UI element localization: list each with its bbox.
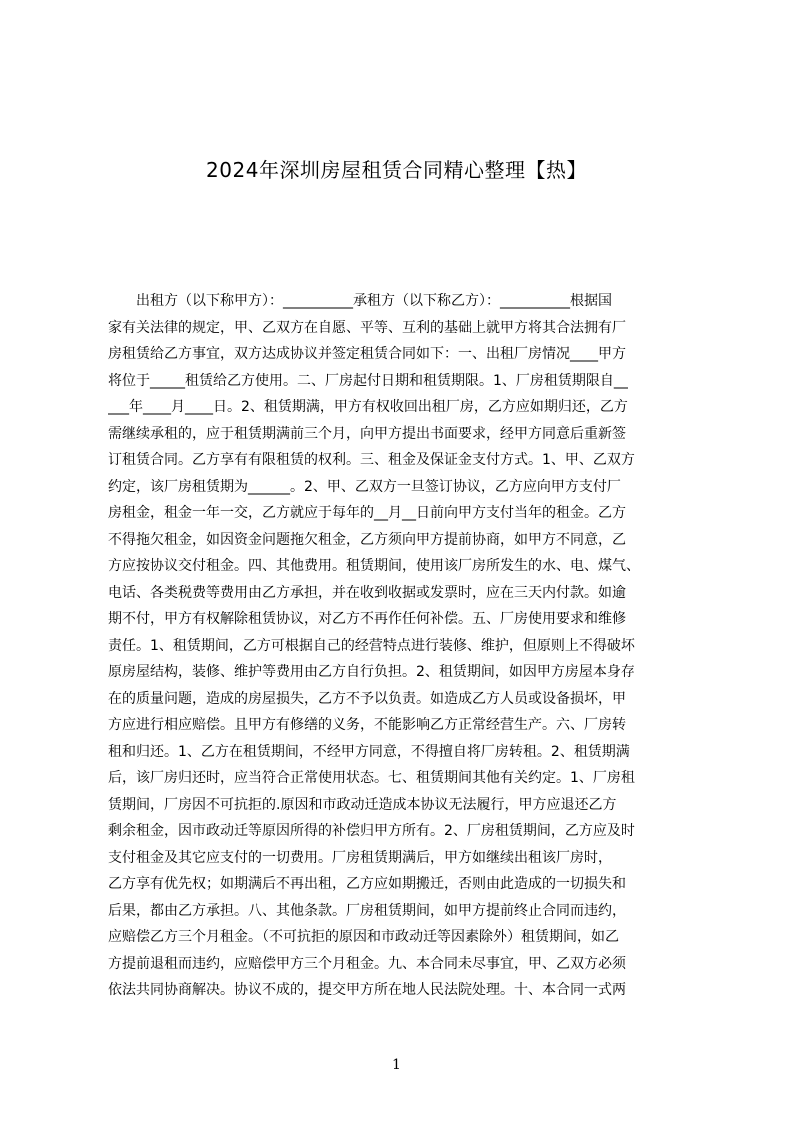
body-line: 房租金，租金一年一交，乙方就应于每年的__月__日前向甲方支付当年的租金。乙方: [108, 505, 626, 521]
body-line: 租和归还。1、乙方在租赁期间，不经甲方同意，不得擅自将厂房转租。2、租赁期满: [108, 743, 630, 760]
document-title: 2024年深圳房屋租赁合同精心整理【热】: [206, 158, 587, 183]
body-line: 支付租金及其它应支付的一切费用。厂房租赁期满后，甲方如继续出租该厂房时，: [108, 849, 612, 866]
body-line: 方提前退租而违约，应赔偿甲方三个月租金。九、本合同未尽事宜，甲、乙双方必须: [108, 955, 626, 972]
body-line: 订租赁合同。乙方享有有限租赁的权利。三、租金及保证金支付方式。1、甲、乙双方: [108, 452, 635, 468]
page-number: 1: [392, 1057, 401, 1073]
body-line: 后果，都由乙方承担。八、其他条款。厂房租赁期间，如甲方提前终止合同而违约，: [108, 902, 626, 919]
body-line: 需继续承租的，应于租赁期满前三个月，向甲方提出书面要求，经甲方同意后重新签: [108, 425, 626, 442]
body-line: 房租赁给乙方事宜，双方达成协议并签定租赁合同如下：一、出租厂房情况____甲方: [108, 346, 626, 362]
body-line: 家有关法律的规定，甲、乙双方在自愿、平等、互利的基础上就甲方将其合法拥有厂: [108, 319, 626, 336]
body-line: 原房屋结构，装修、维护等费用由乙方自行负担。2、租赁期间，如因甲方房屋本身存: [108, 664, 635, 680]
body-line: 方应按协议交付租金。四、其他费用。租赁期间，使用该厂房所发生的水、电、煤气、: [108, 558, 640, 574]
body-line: 方应进行相应赔偿。且甲方有修缮的义务，不能影响乙方正常经营生产。六、厂房转: [108, 717, 626, 733]
body-line: 不得拖欠租金，如因资金问题拖欠租金，乙方须向甲方提前协商，如甲方不同意，乙: [108, 531, 626, 548]
body-line: 后，该厂房归还时，应当符合正常使用状态。七、租赁期间其他有关约定。1、厂房租: [108, 770, 635, 786]
contract-body: [108, 288, 698, 1004]
body-line: 乙方享有优先权；如期满后不再出租，乙方应如期搬迁，否则由此造成的一切损失和: [108, 876, 626, 892]
body-line: 责任。1、租赁期间，乙方可根据自己的经营特点进行装修、维护，但原则上不得破坏: [108, 637, 635, 654]
body-line: 电话、各类税费等费用由乙方承担，并在收到收据或发票时，应在三天内付款。如逾: [108, 584, 626, 601]
body-line: 在的质量问题，造成的房屋损失，乙方不予以负责。如造成乙方人员或设备损坏，甲: [108, 690, 626, 707]
body-line: 约定，该厂房租赁期为______。2、甲、乙双方一旦签订协议，乙方应向甲方支付厂: [108, 478, 621, 495]
body-line: 期不付，甲方有权解除租赁协议，对乙方不再作任何补偿。五、厂房使用要求和维修: [108, 611, 626, 627]
body-line: ___年____月____日。2、租赁期满，甲方有权收回出租厂房，乙方应如期归还，乙方: [108, 399, 628, 415]
body-line: 应赔偿乙方三个月租金。（不可抗拒的原因和市政动迁等因素除外）租赁期间，如乙: [108, 929, 619, 945]
body-line: 赁期间，厂房因不可抗拒的.原因和市政动迁造成本协议无法履行，甲方应退还乙方: [108, 796, 617, 813]
body-line: 依法共同协商解决。协议不成的，提交甲方所在地人民法院处理。十、本合同一式两: [108, 982, 626, 998]
body-line: 出租方（以下称甲方）：__________承租方（以下称乙方）：__________根据国: [108, 293, 612, 309]
body-line: 剩余租金，因市政动迁等原因所得的补偿归甲方所有。2、厂房租赁期间，乙方应及时: [108, 823, 635, 839]
body-line: 将位于_____租赁给乙方使用。二、厂房起付日期和租赁期限。1、厂房租赁期限自__: [108, 372, 628, 389]
